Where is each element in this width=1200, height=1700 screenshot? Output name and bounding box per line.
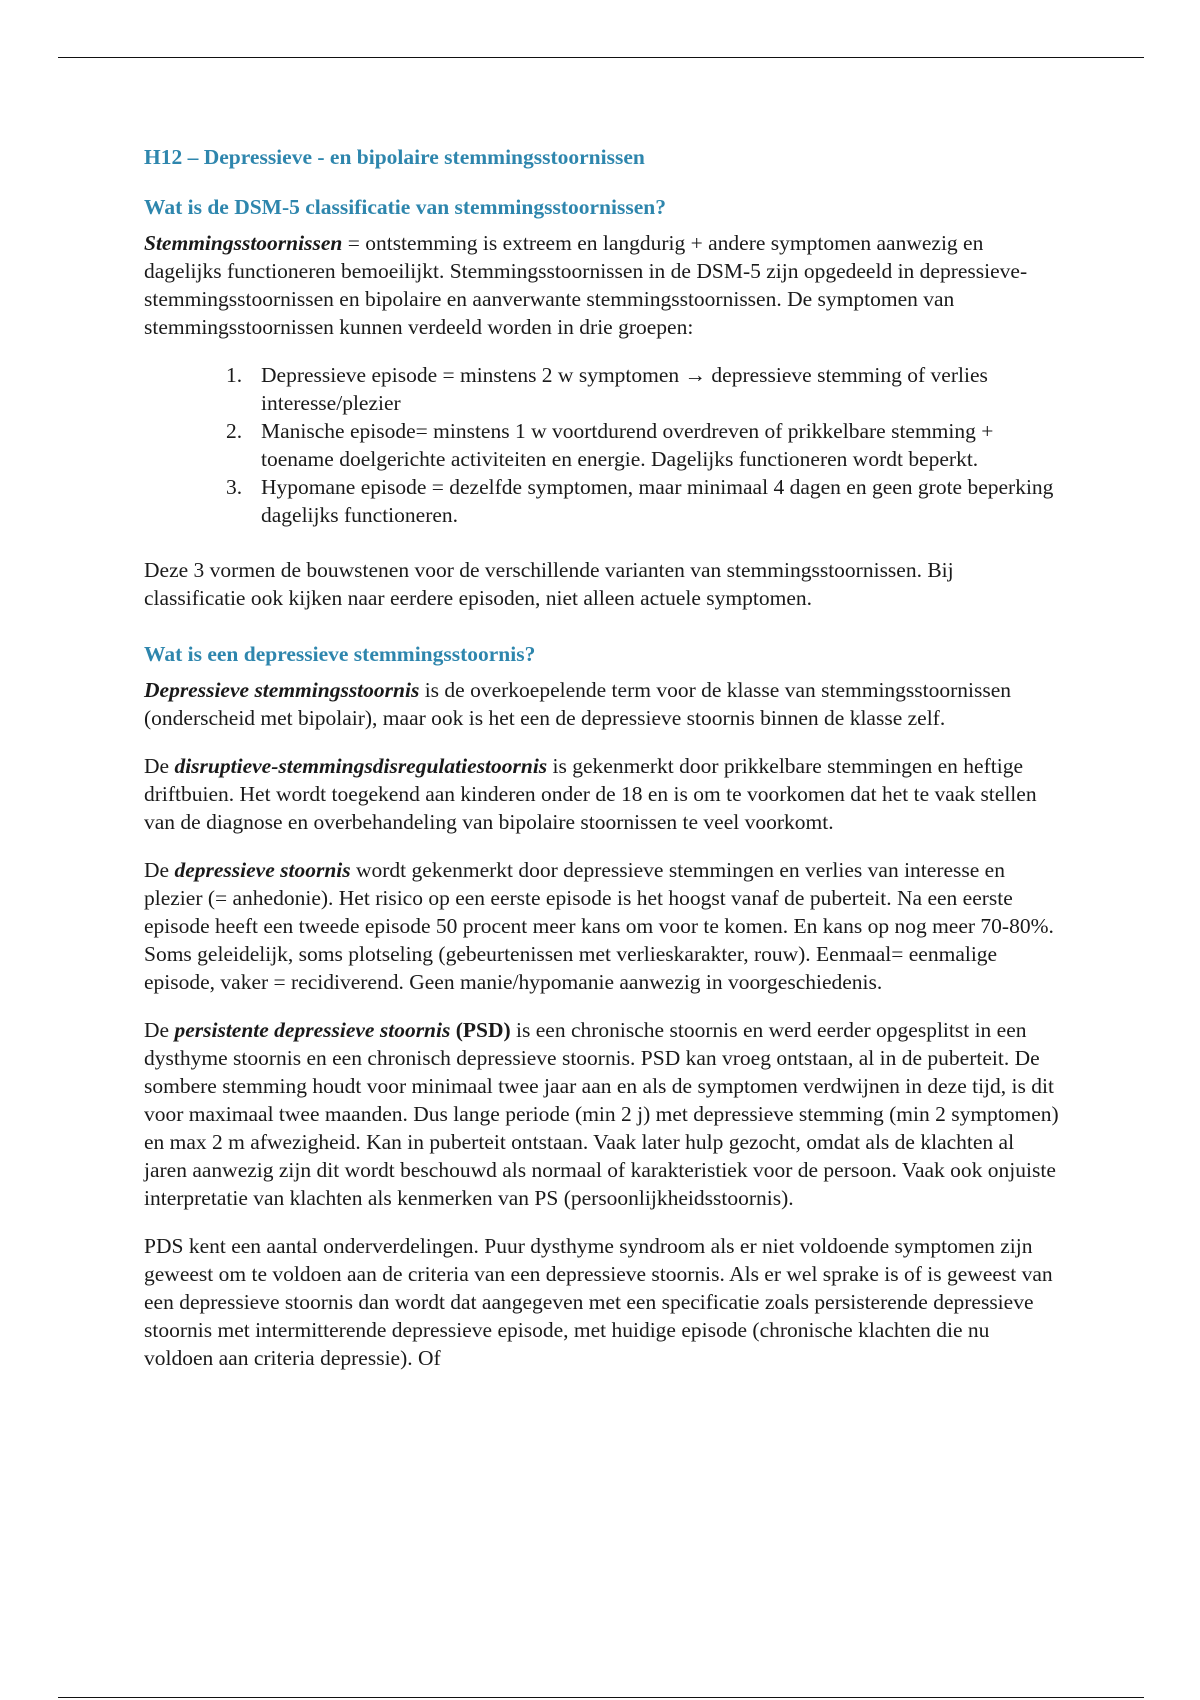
term-disruptieve-stemmingsdisregulatiestoornis: disruptieve-stemmingsdisregulatiestoornis [174,754,548,778]
list-number: 2. [226,419,243,443]
list-item [144,473,1059,529]
paragraph-text: wordt gekenmerkt door depressieve stemmingen en verlies van interesse en plezier (= anhedonie). Het risico op een eerste episode is het hoogst vanaf de puberteit. Na een eerste episode heeft een tweede episode 50 procent meer kans om voor te komen. En kans op nog meer 70-80%. Soms geleidelijk, soms plotseling (gebeurtenissen met verlieskarakter, rouw). Eenmaal= eenmalige episode, vaker = recidiverend. Geen manie/hypomanie aanwezig in voorgeschiedenis. [144,858,1054,994]
footer-rule [58,1697,1144,1698]
header-rule [58,57,1144,58]
section-heading-depressive: Wat is een depressieve stemmingsstoornis? [144,642,536,666]
episode-list [144,361,1059,529]
paragraph-depressieve-stemmingsstoornis [144,676,1059,732]
abbr-psd: (PSD) [450,1018,511,1042]
paragraph-closing: Deze 3 vormen de bouwstenen voor de verschillende varianten van stemmingsstoornissen. Bij classificatie ook kijken naar eerdere episoden, niet alleen actuele symptomen. [144,558,954,610]
list-item-text: Hypomane episode = dezelfde symptomen, maar minimaal 4 dagen en geen grote beperking dagelijks functioneren. [261,475,1054,527]
paragraph-text: is een chronische stoornis en werd eerder opgesplitst in een dysthyme stoornis en een chronisch depressieve stoornis. PSD kan vroeg ontstaan, al in de puberteit. De sombere stemming houdt voor minimaal twee jaar aan en als de symptomen verdwijnen in deze tijd, is dit voor maximaal twee maanden. Dus lange periode (min 2 j) met depressieve stemming (min 2 symptomen) en max 2 m afwezigheid. Kan in puberteit ontstaan. Vaak later hulp gezocht, omdat als de klachten al jaren aanwezig zijn dit wordt beschouwd als normaal of karakteristiek voor de persoon. Vaak ook onjuiste interpretatie van klachten als kenmerken van PS (persoonlijkheidsstoornis). [144,1018,1059,1210]
term-depressieve-stoornis: depressieve stoornis [174,858,351,882]
section-heading-dsm5: Wat is de DSM-5 classificatie van stemmingsstoornissen? [144,195,666,219]
paragraph-prefix: De [144,754,175,778]
paragraph-intro [144,229,1059,341]
paragraph-prefix: De [144,1018,175,1042]
list-item-text: Manische episode= minstens 1 w voortdurend overdreven of prikkelbare stemming + toename doelgerichte activiteiten en energie. Dagelijks functioneren wordt beperkt. [261,419,994,471]
paragraph-text: is de overkoepelende term voor de klasse van stemmingsstoornissen (onderscheid met bipolair), maar ook is het een de depressieve stoornis binnen de klasse zelf. [144,678,1012,730]
document-page [144,143,1059,1392]
list-item [144,417,1059,473]
paragraph-persistente [144,1016,1059,1212]
term-stemmingsstoornissen: Stemmingsstoornissen [144,231,343,255]
list-number: 1. [226,363,243,387]
document-title: H12 – Depressieve - en bipolaire stemmingsstoornissen [144,145,645,169]
paragraph-disruptieve [144,752,1059,836]
list-item-text: Depressieve episode = minstens 2 w symptomen → depressieve stemming of verlies interesse/plezier [261,363,988,415]
paragraph-text: is gekenmerkt door prikkelbare stemmingen en heftige driftbuien. Het wordt toegekend aan kinderen onder de 18 en is om te voorkomen dat het te vaak stellen van de diagnose en overbehandeling van bipolaire stoornissen te veel voorkomt. [144,754,1037,834]
paragraph-pds: PDS kent een aantal onderverdelingen. Puur dysthyme syndroom als er niet voldoende symptomen zijn geweest om te voldoen aan de criteria van een depressieve stoornis. Als er wel sprake is of is geweest van een depressieve stoornis dan wordt dat aangegeven met een specificatie zoals persisterende depressieve stoornis met intermitterende depressieve episode, met huidige episode (chronische klachten die nu voldoen aan criteria depressie). Of [144,1234,1053,1370]
term-depressieve-stemmingsstoornis: Depressieve stemmingsstoornis [144,678,420,702]
paragraph-prefix: De [144,858,175,882]
term-persistente-depressieve-stoornis: persistente depressieve stoornis [174,1018,451,1042]
list-item [144,361,1059,417]
paragraph-depressieve-stoornis [144,856,1059,996]
list-number: 3. [226,475,243,499]
paragraph-intro-text: = ontstemming is extreem en langdurig + andere symptomen aanwezig en dagelijks functioneren bemoeilijkt. Stemmingsstoornissen in de DSM-5 zijn opgedeeld in depressieve-stemmingsstoornissen en bipolaire en aanverwante stemmingsstoornissen. De symptomen van stemmingsstoornissen kunnen verdeeld worden in drie groepen: [144,231,1028,339]
